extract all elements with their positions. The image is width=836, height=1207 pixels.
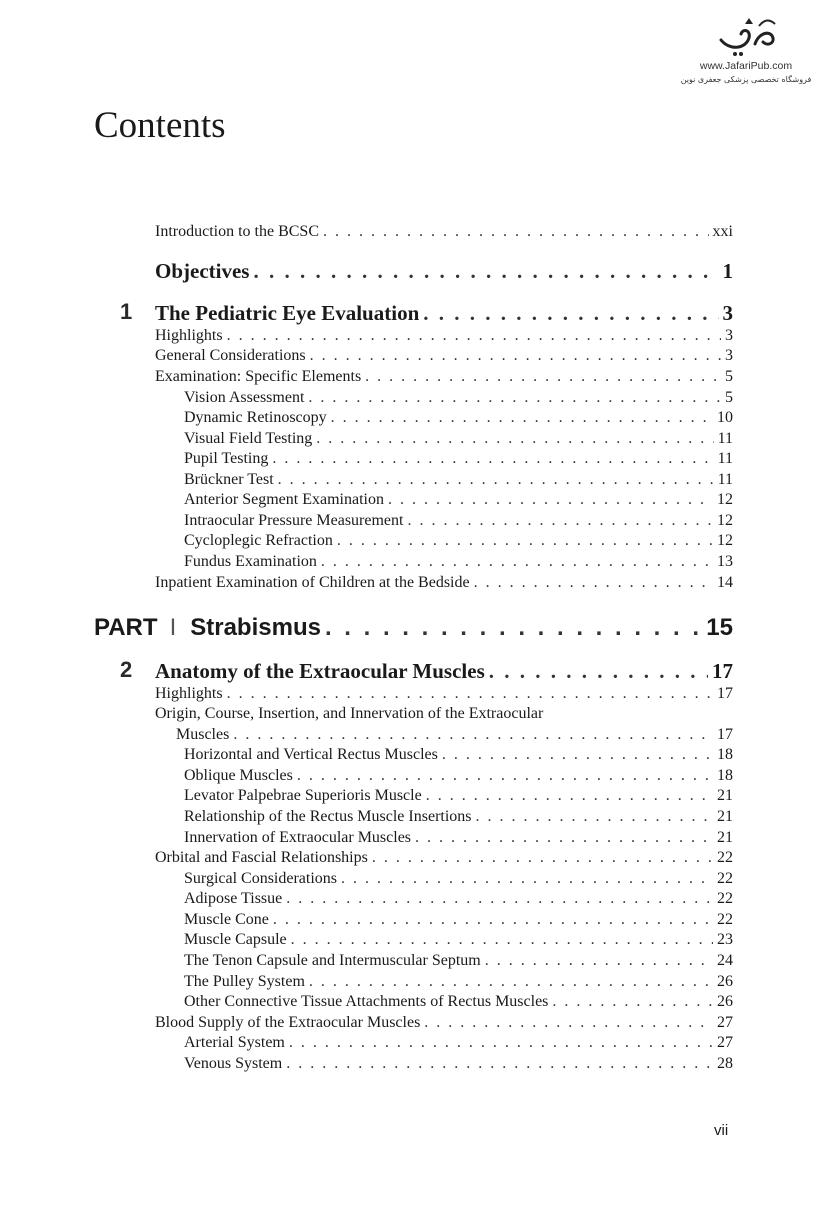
dot-leader [253,259,718,284]
dot-leader [227,685,713,703]
toc-entry[interactable] [155,1014,733,1034]
toc-entry-page: 21 [717,808,733,825]
toc-entry-title: Visual Field Testing [184,430,313,447]
toc-entry-title: Muscle Capsule [184,931,287,948]
toc-entry-page: 22 [717,870,733,887]
dot-leader [273,911,713,929]
toc-entry-page: 3 [725,347,733,364]
toc-entry-page: 17 [717,685,733,702]
logo-url[interactable]: www.JafariPub.com [699,60,793,72]
toc-entry-title: Fundus Examination [184,553,317,570]
toc-entry[interactable] [155,685,733,705]
toc-entry[interactable] [155,327,733,347]
dot-leader [341,870,713,888]
toc-entry[interactable] [184,450,733,470]
toc-entry-page: 21 [717,829,733,846]
toc-entry-title: Other Connective Tissue Attachments of Rectus Muscles [184,993,549,1010]
toc-entry-title: Anatomy of the Extraocular Muscles [155,659,485,683]
dot-leader [286,890,713,908]
toc-entry-page: 3 [722,301,733,325]
toc-entry-title: Oblique Muscles [184,767,293,784]
dot-leader [485,952,713,970]
toc-entry-page: 27 [717,1014,733,1031]
toc-entry-page: 26 [717,973,733,990]
toc-entry[interactable] [184,829,733,849]
toc-entry-title: Examination: Specific Elements [155,368,362,385]
dot-leader [297,767,713,785]
toc-entry-page: xxi [712,223,733,240]
toc-entry[interactable] [184,890,733,910]
dot-leader [476,808,713,826]
toc-entry[interactable] [120,657,733,685]
toc-entry[interactable] [184,430,733,450]
logo-subtitle: فروشگاه تخصصی پزشکی جعفری نوین [680,75,812,84]
dot-leader [407,512,713,530]
toc-entry-title: Orbital and Fascial Relationships [155,849,368,866]
toc-entry-title: Surgical Considerations [184,870,338,887]
toc-entry-title: Vision Assessment [184,389,305,406]
toc-entry-page: 22 [717,890,733,907]
dot-leader [286,1055,713,1073]
dot-leader [227,327,721,345]
toc-entry[interactable] [184,389,733,409]
toc-entry-title: Horizontal and Vertical Rectus Muscles [184,746,438,763]
toc-entry-page: 27 [717,1034,733,1051]
toc-entry-title: Intraocular Pressure Measurement [184,512,404,529]
toc-entry-title: The Tenon Capsule and Intermuscular Septum [184,952,481,969]
toc-entry-page: 28 [717,1055,733,1072]
toc-entry[interactable] [184,808,733,828]
toc-entry-title: Cycloplegic Refraction [184,532,333,549]
toc-entry[interactable] [184,1055,733,1075]
toc-entry-title: Pupil Testing [184,450,269,467]
toc-entry[interactable] [184,1034,733,1054]
toc-entry-title: Inpatient Examination of Children at the Bedside [155,574,470,591]
toc-entry-title: General Considerations [155,347,306,364]
dot-leader [289,1034,713,1052]
toc-entry-page: 22 [717,911,733,928]
toc-entry-page: 11 [717,450,733,467]
toc-entry-title: Anterior Segment Examination [184,491,384,508]
dot-leader [489,659,708,684]
dot-leader [424,1014,713,1032]
toc-entry[interactable] [184,993,733,1013]
toc-entry-page: 3 [725,327,733,344]
dot-leader [337,532,713,550]
toc-entry-title: Origin, Course, Insertion, and Innervation of the Extraocular [155,705,544,722]
toc-entry-page: 11 [717,471,733,488]
toc-entry[interactable] [184,973,733,993]
dot-leader [423,301,718,326]
page-number: vii [714,1122,729,1139]
toc-entry-title: Dynamic Retinoscopy [184,409,327,426]
toc-entry[interactable] [184,491,733,511]
toc-entry-page: 17 [717,726,733,743]
toc-entry-page: 1 [722,259,733,283]
toc-entry[interactable] [155,347,733,367]
toc-entry-page: 10 [717,409,733,426]
toc-entry-title: Levator Palpebrae Superioris Muscle [184,787,422,804]
chapter-number: 1 [120,299,133,324]
dot-leader [233,726,713,744]
toc-entry[interactable] [184,787,733,807]
toc-entry[interactable] [184,870,733,890]
toc-entry-title: The Pulley System [184,973,305,990]
toc-entry-page: 23 [717,931,733,948]
dot-leader [272,450,713,468]
toc-entry[interactable] [155,849,733,869]
toc-entry-title: Muscle Cone [184,911,269,928]
toc-entry-page: 18 [717,746,733,763]
toc-entry-page: 14 [717,574,733,591]
toc-entry[interactable] [184,512,733,532]
toc-entry[interactable] [120,299,733,327]
dot-leader [331,409,713,427]
toc-entry-title: Objectives [155,259,250,283]
toc-entry[interactable] [184,931,733,951]
toc-entry-page: 13 [717,553,733,570]
page-title: Contents [94,105,226,146]
toc-entry[interactable] [94,614,733,644]
toc-entry-page: 11 [717,430,733,447]
toc-entry-title: Introduction to the BCSC [155,223,319,240]
toc-entry-page: 12 [717,491,733,508]
toc-entry-title: Muscles [176,726,230,743]
toc-entry[interactable] [184,911,733,931]
toc-entry-title: The Pediatric Eye Evaluation [155,301,420,325]
toc-entry[interactable] [184,746,733,766]
toc-entry-title: Arterial System [184,1034,285,1051]
toc-entry[interactable] [184,553,733,573]
toc-entry-page: 22 [717,849,733,866]
dot-leader [321,553,713,571]
toc-entry[interactable] [155,223,733,243]
chapter-number: 2 [120,657,133,682]
part-label: PART [94,614,158,641]
dot-leader [415,829,713,847]
toc-entry-title: Highlights [155,685,223,702]
toc-entry-page: 26 [717,993,733,1010]
toc-entry[interactable] [155,574,733,594]
toc-entry[interactable] [184,409,733,429]
toc-entry[interactable] [184,532,733,552]
dot-leader [388,491,713,509]
toc-entry-page: 12 [717,512,733,529]
dot-leader [309,973,713,991]
dot-leader [291,931,713,949]
dot-leader [325,614,702,642]
toc-entry-page: 5 [725,368,733,385]
toc-entry[interactable] [155,259,733,285]
toc-entry-title: Blood Supply of the Extraocular Muscles [155,1014,421,1031]
toc-entry-page: 21 [717,787,733,804]
dot-leader [552,993,713,1011]
dot-leader [316,430,713,448]
toc-entry-title: Adipose Tissue [184,890,283,907]
toc-entry-page: 24 [717,952,733,969]
toc-entry-title: Strabismus [190,614,321,641]
part-number: I [169,614,177,641]
toc-entry-page: 5 [725,389,733,406]
dot-leader [310,347,721,365]
toc-entry-page: 17 [712,659,733,683]
toc-entry-title: Brückner Test [184,471,274,488]
publisher-logo [676,14,816,104]
toc-entry-title: Innervation of Extraocular Muscles [184,829,412,846]
toc-entry[interactable] [184,952,733,972]
dot-leader [372,849,713,867]
toc-entry-title: Venous System [184,1055,283,1072]
dot-leader [278,471,714,489]
dot-leader [308,389,721,407]
dot-leader [474,574,713,592]
toc-entry-page: 18 [717,767,733,784]
toc-entry-title: Relationship of the Rectus Muscle Insertions [184,808,472,825]
dot-leader [442,746,713,764]
dot-leader [323,223,709,241]
toc-entry[interactable] [184,767,733,787]
toc-entry[interactable] [176,726,733,746]
toc-entry-page: 15 [706,614,733,641]
toc-entry-page: 12 [717,532,733,549]
jafari-logo-icon [711,14,781,58]
dot-leader [426,787,713,805]
toc-entry-title: Highlights [155,327,223,344]
dot-leader [365,368,721,386]
toc-entry[interactable] [184,471,733,491]
toc-entry[interactable] [155,368,733,388]
toc-entry[interactable] [155,705,733,725]
